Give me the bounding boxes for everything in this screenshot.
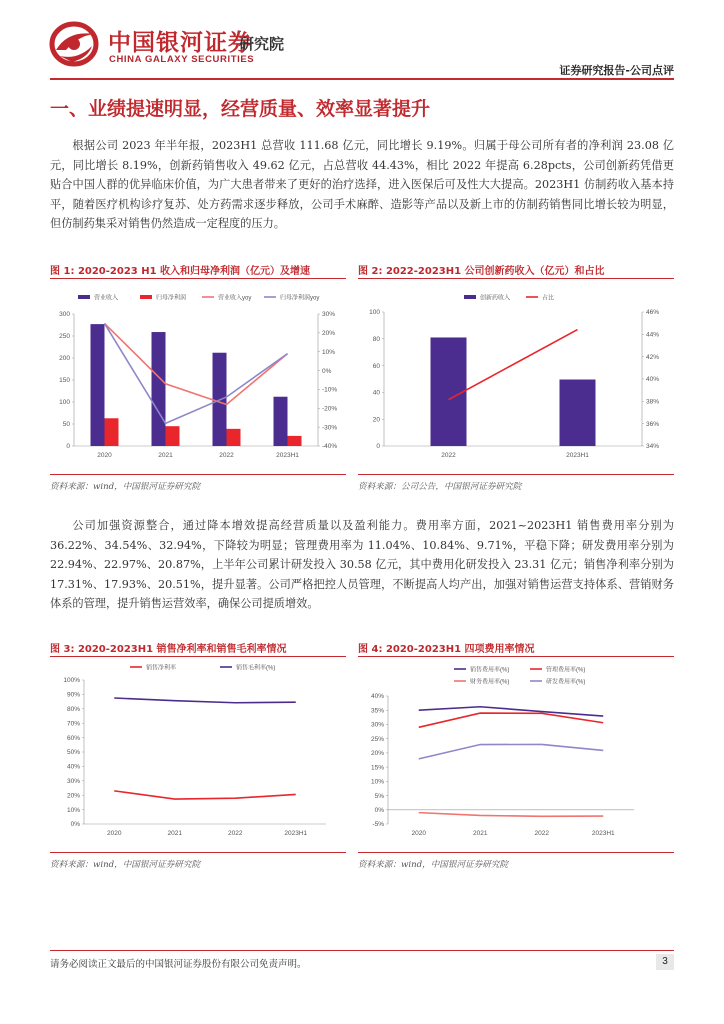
fig1-ytick-label: 0	[66, 443, 70, 451]
fig1-bottom-rule	[50, 474, 346, 475]
fig1-ytick-label: 300	[59, 311, 70, 319]
fig3-ytick-label: 60%	[66, 734, 80, 742]
fig4-number: 图 4:	[358, 644, 383, 655]
fig3-xtick-label: 2022	[228, 830, 243, 837]
logo-department: 研究院	[239, 35, 285, 53]
fig1-y2tick-label: -40%	[322, 443, 338, 451]
fig2-bar	[560, 380, 596, 446]
fig4-ytick-label: 0%	[374, 806, 384, 814]
fig1-source: 资料来源：wind，中国银河证券研究院	[50, 482, 201, 492]
fig1-ytick-label: 50	[62, 421, 70, 429]
fig1-bar	[152, 332, 166, 446]
fig2-y2tick-label: 44%	[646, 331, 660, 339]
fig4-series-line	[419, 744, 604, 758]
fig4-chart	[358, 660, 674, 848]
fig1-top-rule	[50, 278, 346, 279]
fig2-ytick-label: 0	[376, 443, 380, 451]
fig3-ytick-label: 0%	[70, 821, 80, 829]
fig2-bar	[431, 337, 467, 446]
page-number: 3	[656, 954, 674, 970]
fig3-legend-label: 销售毛利率(%)	[236, 665, 276, 672]
fig1-y2tick-label: -10%	[322, 386, 338, 394]
header-divider	[50, 78, 674, 80]
fig1-bar	[91, 324, 105, 446]
footer-divider	[50, 950, 674, 951]
fig3-ytick-label: 30%	[66, 778, 80, 785]
fig4-ytick-label: 35%	[370, 707, 384, 715]
fig3-caption: 2020-2023H1 销售净利率和销售毛利率情况	[77, 644, 287, 655]
fig1-xtick-label: 2020	[97, 452, 112, 459]
fig2-chart	[358, 282, 674, 470]
logo-english-name: CHINA GALAXY SECURITIES	[109, 54, 255, 65]
fig2-xtick-label: 2022	[441, 452, 456, 459]
fig3-title	[50, 640, 287, 655]
fig2-legend-label: 创新药收入	[480, 295, 511, 302]
fig3-ytick-label: 10%	[66, 806, 80, 814]
fig4-ytick-label: 20%	[370, 750, 384, 758]
fig2-y2tick-label: 40%	[646, 376, 660, 384]
fig3-svg	[50, 660, 346, 848]
fig1-xtick-label: 2023H1	[276, 452, 299, 459]
fig4-ytick-label: -5%	[372, 821, 384, 829]
page-header	[0, 0, 724, 78]
fig2-bottom-rule	[358, 474, 674, 475]
fig3-xtick-label: 2020	[107, 830, 122, 837]
fig4-ytick-label: 10%	[370, 778, 384, 786]
fig3-ytick-label: 40%	[66, 763, 80, 771]
fig2-svg	[358, 282, 674, 470]
fig3-xtick-label: 2021	[167, 830, 182, 837]
fig2-ytick-label: 40	[372, 389, 380, 397]
fig2-legend-swatch	[464, 295, 476, 299]
fig3-chart	[50, 660, 346, 848]
fig1-bar	[288, 436, 302, 446]
fig1-bar	[105, 418, 119, 446]
fig2-top-rule	[358, 278, 674, 279]
fig2-ytick-label: 20	[372, 416, 380, 424]
report-type: 证券研究报告-公司点评	[559, 64, 674, 77]
fig1-series-line	[105, 323, 288, 404]
fig4-xtick-label: 2021	[473, 830, 488, 837]
fig1-ytick-label: 100	[59, 399, 70, 407]
paragraph-1: 根据公司 2023 年半年报，2023H1 总营收 111.68 亿元，同比增长 9.19%。归属于母公司所有者的净利润 23.08 亿元，同比增长 8.19%，创新药销售收入 49.62 亿元，占总营收 44.43%，相比 2022 年提高 6.28pcts，公司创新药凭借更贴合中国人群的优异临床价值，为广大患者带来了更好的治疗选择，进入医保后可及性大大提高。2023H1 仿制药收入基本持平，随着医疗机构诊疗复苏、处方药需求逐步释放，公司手术麻醉、造影等产品以及新上市的仿制药销售同比增长较为明显，但仿制药集采对销售仍然造成一定程度的压力。	[50, 139, 674, 231]
fig4-ytick-label: 40%	[370, 693, 384, 701]
fig1-y2tick-label: -30%	[322, 424, 338, 432]
fig4-series-line	[419, 813, 604, 817]
fig2-source: 资料来源：公司公告，中国银河证券研究院	[358, 482, 522, 492]
fig4-top-rule	[358, 656, 674, 657]
fig4-source: 资料来源：wind，中国银河证券研究院	[358, 860, 509, 870]
fig4-series-line	[419, 713, 604, 727]
fig4-ytick-label: 30%	[370, 721, 384, 729]
fig1-legend-label: 归母净利润yoy	[280, 295, 320, 302]
fig1-ytick-label: 200	[59, 355, 70, 363]
fig4-ytick-label: 25%	[370, 735, 384, 743]
fig1-legend-label: 营业收入yoy	[218, 295, 252, 302]
fig1-chart	[50, 282, 346, 470]
section-title: 一、业绩提速明显，经营质量、效率显著提升	[50, 98, 431, 120]
paragraph-2: 公司加强资源整合，通过降本增效提高经营质量以及盈利能力。费用率方面，2021~2023H1 销售费用率分别为 36.22%、34.54%、32.94%，下降较为明显；管理费用率为 11.04%、10.84%、9.71%，平稳下降；研发费用率分别为 22.94%、22.97%、20.87%，上半年公司累计研发投入 30.58 亿元，其中费用化研发投入 23.31 亿元；销售净利率分别为 17.31%、17.93%、20.51%，提升显著。公司严格把控人员管理，不断提高人均产出，加强对销售运营支持体系、营销财务体系的管理，提升销售运营效率，确保公司提质增效。	[50, 519, 674, 611]
fig1-bar	[274, 397, 288, 446]
fig1-y2tick-label: 0%	[322, 367, 332, 375]
fig2-number: 图 2:	[358, 266, 383, 277]
fig1-legend-swatch	[140, 295, 152, 299]
fig2-y2tick-label: 36%	[646, 420, 660, 428]
galaxy-logo-icon	[48, 20, 102, 68]
fig1-xtick-label: 2022	[219, 452, 234, 459]
fig4-xtick-label: 2020	[411, 830, 426, 837]
fig2-legend-label: 占比	[542, 295, 555, 302]
fig2-ytick-label: 100	[369, 309, 380, 317]
fig2-y2tick-label: 34%	[646, 443, 660, 451]
fig1-xtick-label: 2021	[158, 452, 173, 459]
fig3-series-line	[114, 698, 296, 703]
fig1-ytick-label: 150	[59, 377, 70, 385]
fig4-caption: 2020-2023H1 四项费用率情况	[385, 644, 535, 655]
fig3-bottom-rule	[50, 852, 346, 853]
fig4-xtick-label: 2022	[534, 830, 549, 837]
fig3-ytick-label: 70%	[66, 720, 80, 728]
fig3-ytick-label: 100%	[63, 677, 80, 685]
fig1-series-line	[105, 323, 288, 423]
fig4-svg	[358, 660, 674, 848]
fig2-ytick-label: 80	[372, 336, 380, 343]
fig3-xtick-label: 2023H1	[284, 830, 308, 837]
fig3-ytick-label: 90%	[66, 691, 80, 699]
fig2-xtick-label: 2023H1	[566, 452, 589, 459]
fig3-ytick-label: 80%	[66, 706, 80, 713]
fig4-legend-label: 管理费用率(%)	[546, 667, 586, 674]
fig3-top-rule	[50, 656, 346, 657]
fig1-y2tick-label: 30%	[322, 311, 336, 319]
fig3-ytick-label: 50%	[66, 749, 80, 757]
fig1-bar	[166, 426, 180, 446]
fig3-source: 资料来源：wind，中国银河证券研究院	[50, 860, 201, 870]
fig1-caption: 2020-2023 H1 收入和归母净利润（亿元）及增速	[77, 266, 311, 277]
fig2-y2tick-label: 38%	[646, 398, 660, 406]
fig1-svg	[50, 282, 346, 470]
footer-disclaimer: 请务必阅读正文最后的中国银河证券股份有限公司免责声明。	[50, 959, 307, 970]
fig4-title	[358, 640, 535, 655]
fig2-y2tick-label: 42%	[646, 353, 660, 361]
fig3-series-line	[114, 791, 296, 799]
fig2-ytick-label: 60	[372, 362, 380, 370]
fig1-legend-swatch	[78, 295, 90, 299]
fig2-series-line	[449, 330, 578, 400]
fig3-ytick-label: 20%	[66, 792, 80, 800]
fig3-legend-label: 销售净利率	[146, 665, 177, 672]
fig1-ytick-label: 250	[59, 333, 70, 341]
fig2-caption: 2022-2023H1 公司创新药收入（亿元）和占比	[385, 266, 605, 277]
fig1-legend-label: 营业收入	[94, 295, 119, 302]
fig4-legend-label: 销售费用率(%)	[470, 667, 510, 674]
fig1-y2tick-label: 10%	[322, 348, 336, 356]
fig1-title	[50, 262, 310, 277]
fig4-bottom-rule	[358, 852, 674, 853]
fig4-xtick-label: 2023H1	[591, 830, 615, 837]
fig4-series-line	[419, 707, 604, 716]
fig1-number: 图 1:	[50, 266, 75, 277]
fig4-ytick-label: 15%	[370, 764, 384, 772]
fig1-bar	[227, 429, 241, 446]
fig1-y2tick-label: 20%	[322, 330, 336, 338]
fig3-number: 图 3:	[50, 644, 75, 655]
fig4-ytick-label: 5%	[374, 792, 384, 800]
fig1-y2tick-label: -20%	[322, 405, 338, 413]
fig2-y2tick-label: 46%	[646, 309, 660, 317]
fig4-legend-label: 研发费用率(%)	[546, 679, 586, 686]
logo-chinese-name: 中国银河证券	[108, 30, 252, 56]
fig4-legend-label: 财务费用率(%)	[470, 679, 510, 686]
fig1-legend-label: 归母净利润	[156, 295, 187, 302]
fig2-title	[358, 262, 605, 277]
